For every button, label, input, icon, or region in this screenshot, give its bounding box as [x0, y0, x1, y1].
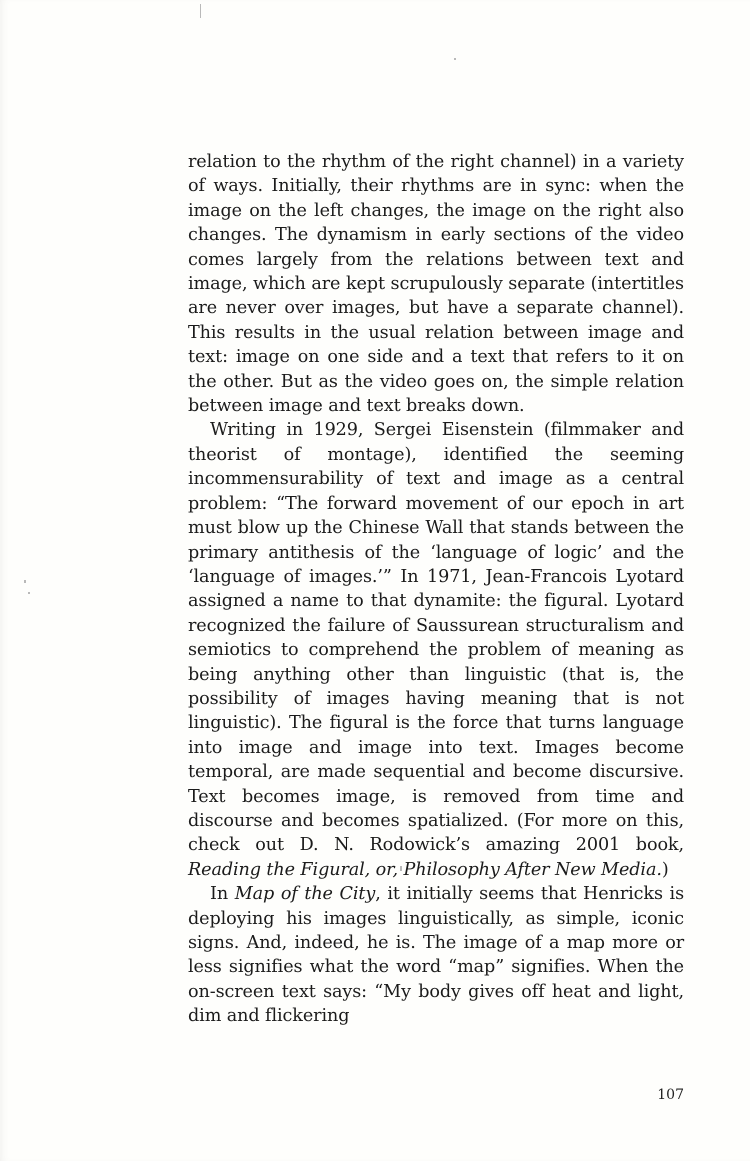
paragraph: [188, 150, 684, 418]
italic-title: Map of the City: [234, 884, 376, 905]
paragraph: [188, 882, 684, 1028]
page-number: 107: [657, 1087, 684, 1103]
scan-speck: [200, 4, 201, 18]
scan-speck: [28, 592, 30, 594]
body-text: [188, 150, 684, 1029]
text-run: relation to the rhythm of the right channel) in a variety of ways. Initially, their rhythms are in sync: when the image on the left changes, the image on the right also changes. The dynamism in early sections of the video comes largely from the relations between text and image, which are kept scrupulously separate (intertitles are never over images, but have a separate channel). This results in the usual relation between image and text: image on one side and a text that refers to it on the other. But as the video goes on, the simple relation between image and text breaks down.: [188, 152, 684, 417]
paragraph: [188, 418, 684, 882]
text-run: Writing in 1929, Sergei Eisenstein (filmmaker and theorist of montage), identified the seeming incommensurability of text and image as a central problem: “The forward movement of our epoch in art must blow up the Chinese Wall that stands between the primary antithesis of the ‘language of logic’ and the ‘language of images.’” In 1971, Jean-Francois Lyotard assigned a name to that dynamite: the figural. Lyotard recognized the failure of Saussurean structuralism and semiotics to comprehend the problem of meaning as being anything other than linguistic (that is, the possibility of images having meaning that is not linguistic). The figural is the force that turns language into image and image into text. Images become temporal, are made sequential and become discursive. Text becomes image, is removed from time and discourse and becomes spatialized. (For more on this, check out D. N. Rodowick’s amazing 2001 book,: [188, 420, 684, 856]
text-run: ): [661, 859, 669, 880]
scan-speck: [454, 58, 456, 60]
italic-title: Reading the Figural, or, Philosophy After New Media.: [188, 859, 662, 880]
text-run: , it initially seems that Henricks is deploying his images linguistically, as simple, iconic signs. And, indeed, he is. The image of a map more or less signifies what the word “map” signifies. When the on-screen text says: “My body gives off heat and light, dim and flickering: [188, 884, 684, 1027]
text-run: In: [210, 884, 235, 905]
scan-speck: [24, 580, 26, 583]
